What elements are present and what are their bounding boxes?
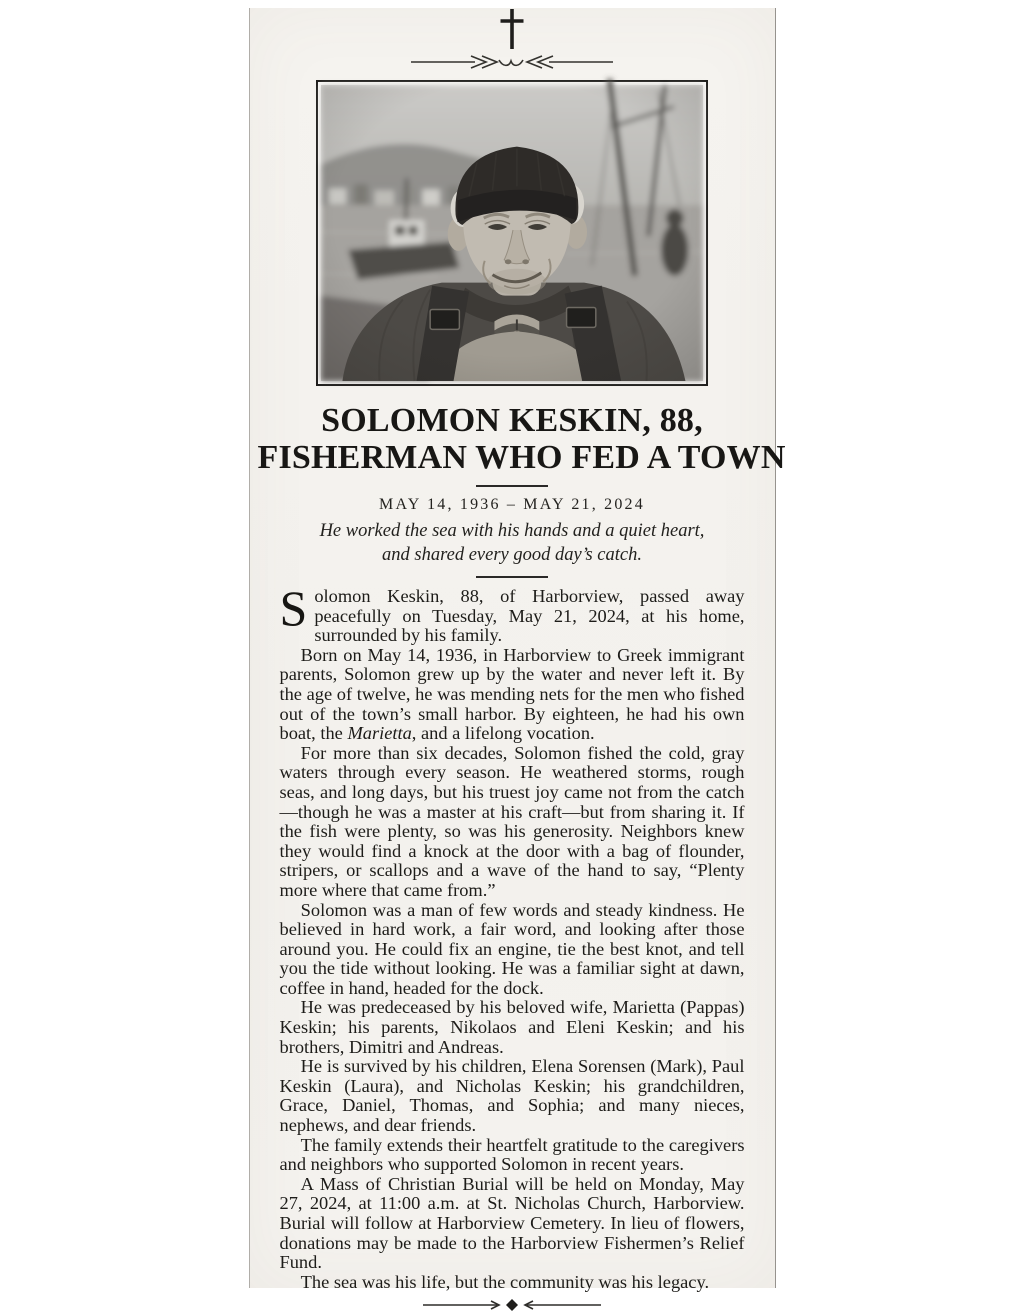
newspaper-page: [249, 8, 786, 1292]
paragraph-opening: Solomon Keskin, 88, of Harborview, passed away peacefully on Tuesday, May 21, 2024, at his home, surrounded by his family.: [279, 580, 745, 646]
epigraph-line-1: He worked the sea with his hands and a quiet heart,: [319, 521, 705, 541]
headline: [257, 402, 786, 476]
epigraph: [280, 519, 745, 567]
inward-arrow-divider-icon: [407, 52, 617, 70]
headline-line-2: FISHERMAN WHO FED A TOWN: [257, 439, 786, 476]
diamond-finial-divider-icon: [417, 1297, 607, 1313]
life-dates: MAY 14, 1936 – MAY 21, 2024: [379, 496, 645, 513]
epigraph-line-2: and shared every good day’s catch.: [382, 545, 642, 565]
obituary-clipping: [0, 8, 1024, 1292]
paragraph-early-life: Born on May 14, 1936, in Harborview to Greek immigrant parents, Solomon grew up by the water and never left it. By the age of twelve, he was mending nets for the men who fished out of the town’s small harbor. By eighteen, he had his own boat, the Marietta, and a lifelong vocation.: [279, 644, 745, 744]
boat-name: Marietta: [347, 723, 412, 744]
paragraph-gratitude: The family extends their heartfelt gratitude to the caregivers and neighbors who supported Solomon in recent years.: [279, 1134, 745, 1175]
paragraph-career: For more than six decades, Solomon fished the cold, gray waters through every season. He weathered storms, rough seas, and long days, but his truest joy came not from the catch—though he was a master at his craft—but from sharing it. If the fish were plenty, so was his generosity. Neighbors knew they would find a knock at the door with a bag of flounder, stripers, or scallops and a wave of the hand to say, “Plenty more where that came from.”: [279, 742, 745, 900]
headline-line-1: SOLOMON KESKIN, 88,: [321, 402, 703, 439]
drop-cap: S: [279, 580, 308, 636]
divider-rule: [476, 485, 548, 487]
obituary-body: [279, 580, 745, 1292]
latin-cross-icon: [492, 8, 532, 50]
harbor-portrait-illustration: [321, 85, 703, 381]
divider-rule: [476, 576, 548, 578]
portrait-photo: [316, 80, 708, 386]
paragraph-services: A Mass of Christian Burial will be held on Monday, May 27, 2024, at 11:00 a.m. at St. Nicholas Church, Harborview. Burial will follow at Harborview Cemetery. In lieu of flowers, donations may be made to the Harborview Fishermen’s Relief Fund.: [279, 1173, 745, 1273]
paragraph-predeceased: He was predeceased by his beloved wife, Marietta (Pappas) Keskin; his parents, Nikolaos and Eleni Keskin; and his brothers, Dimitri and Andreas.: [279, 997, 745, 1057]
paragraph-character: Solomon was a man of few words and steady kindness. He believed in hard work, a fair word, and looking after those around you. He could fix an engine, tie the best knot, and tell you the tide without looking. He was a familiar sight at dawn, coffee in hand, headed for the dock.: [279, 899, 745, 998]
paragraph-survived-by: He is survived by his children, Elena Sorensen (Mark), Paul Keskin (Laura), and Nicholas Keskin; his grandchildren, Grace, Daniel, Thomas, and Sophia; and many nieces, nephews, and dear friends.: [279, 1056, 745, 1136]
paragraph-closing: The sea was his life, but the community was his legacy.: [300, 1271, 710, 1292]
